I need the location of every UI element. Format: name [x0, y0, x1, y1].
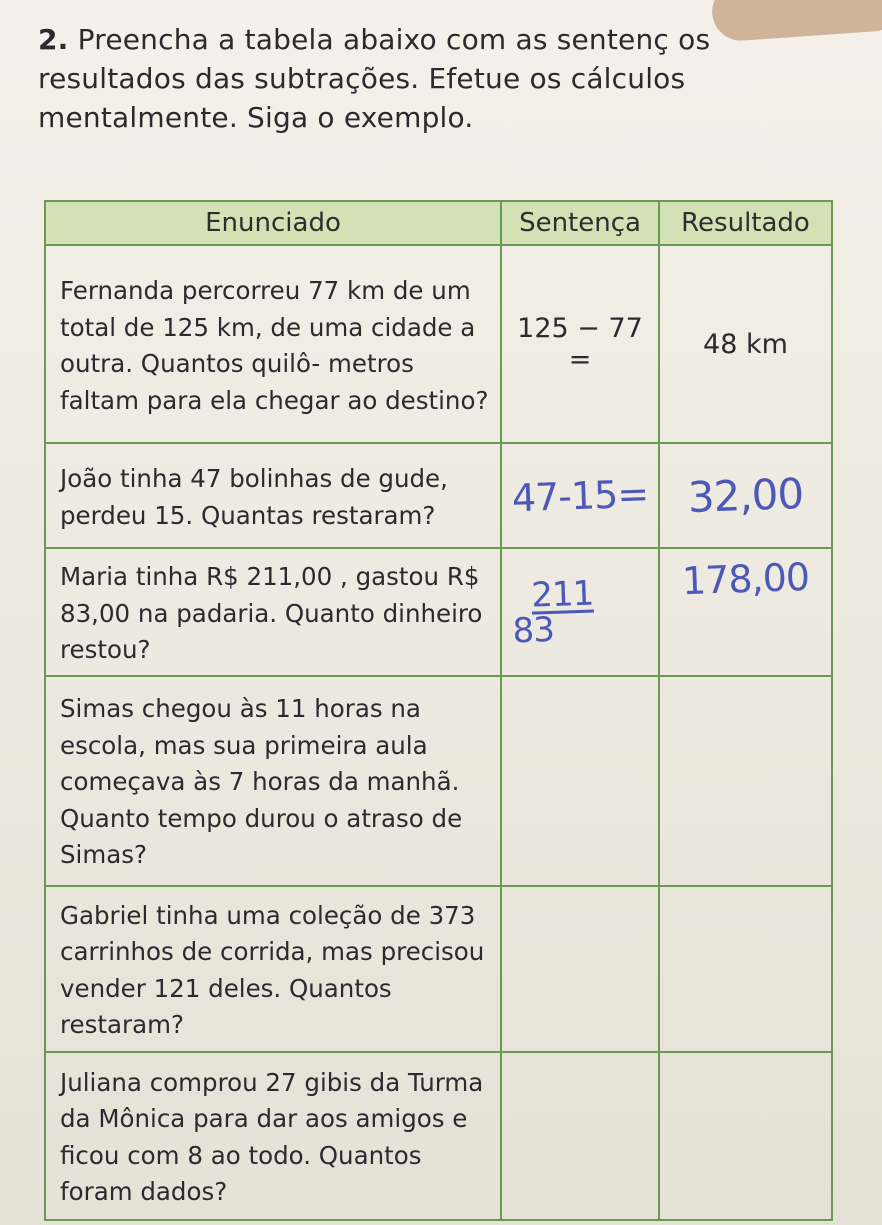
table-row — [45, 1052, 832, 1220]
question-number: 2. — [38, 23, 69, 56]
row-1-resultado[interactable]: 48 km — [659, 245, 832, 443]
row-2-sentenca[interactable] — [501, 443, 659, 548]
row-2-resultado-handwriting: 32,00 — [687, 469, 804, 522]
table-row — [45, 245, 832, 443]
header-resultado: Resultado — [659, 201, 832, 245]
row-6-enunciado: Juliana comprou 27 gibis da Turma da Mônica para dar aos amigos e ficou com 8 ao todo. Quantos foram dados? — [45, 1052, 501, 1220]
question-instruction — [38, 20, 838, 137]
row-2-resultado[interactable] — [659, 443, 832, 548]
table-row — [45, 676, 832, 886]
row-3-sentenca-handwriting — [501, 573, 659, 652]
row-3-resultado[interactable] — [659, 548, 832, 676]
row-3-resultado-handwriting: 178,00 — [681, 554, 810, 604]
row-5-enunciado: Gabriel tinha uma coleção de 373 carrinhos de corrida, mas precisou vender 121 deles. Quantos restaram? — [45, 886, 501, 1052]
row-6-resultado[interactable] — [659, 1052, 832, 1220]
table-header-row — [45, 201, 832, 245]
row-4-enunciado: Simas chegou às 11 horas na escola, mas sua primeira aula começava às 7 horas da manhã. Quanto tempo durou o atraso de Simas? — [45, 676, 501, 886]
exercise-table — [44, 200, 833, 1221]
row-5-resultado[interactable] — [659, 886, 832, 1052]
question-text: Preencha a tabela abaixo com as sentenç os resultados das subtrações. Efetue os cálculos mentalmente. Siga o exemplo. — [38, 23, 711, 134]
row-6-sentenca[interactable] — [501, 1052, 659, 1220]
header-enunciado: Enunciado — [45, 201, 501, 245]
row-5-sentenca[interactable] — [501, 886, 659, 1052]
row-3-sentenca-line-1: 211 — [530, 573, 594, 616]
row-1-enunciado: Fernanda percorreu 77 km de um total de 125 km, de uma cidade a outra. Quantos quilô- metros faltam para ela chegar ao destino? — [45, 245, 501, 443]
row-3-enunciado: Maria tinha R$ 211,00 , gastou R$ 83,00 na padaria. Quanto dinheiro restou? — [45, 548, 501, 676]
row-1-sentenca[interactable]: 125 − 77 = — [501, 245, 659, 443]
row-2-enunciado: João tinha 47 bolinhas de gude, perdeu 15. Quantas restaram? — [45, 443, 501, 548]
table-row — [45, 443, 832, 548]
table-row — [45, 548, 832, 676]
row-4-sentenca[interactable] — [501, 676, 659, 886]
row-3-sentenca[interactable] — [501, 548, 659, 676]
row-4-resultado[interactable] — [659, 676, 832, 886]
table-row — [45, 886, 832, 1052]
row-2-sentenca-handwriting: 47-15= — [511, 471, 649, 520]
row-3-sentenca-line-2: 83 — [511, 610, 555, 652]
header-sentenca: Sentença — [501, 201, 659, 245]
